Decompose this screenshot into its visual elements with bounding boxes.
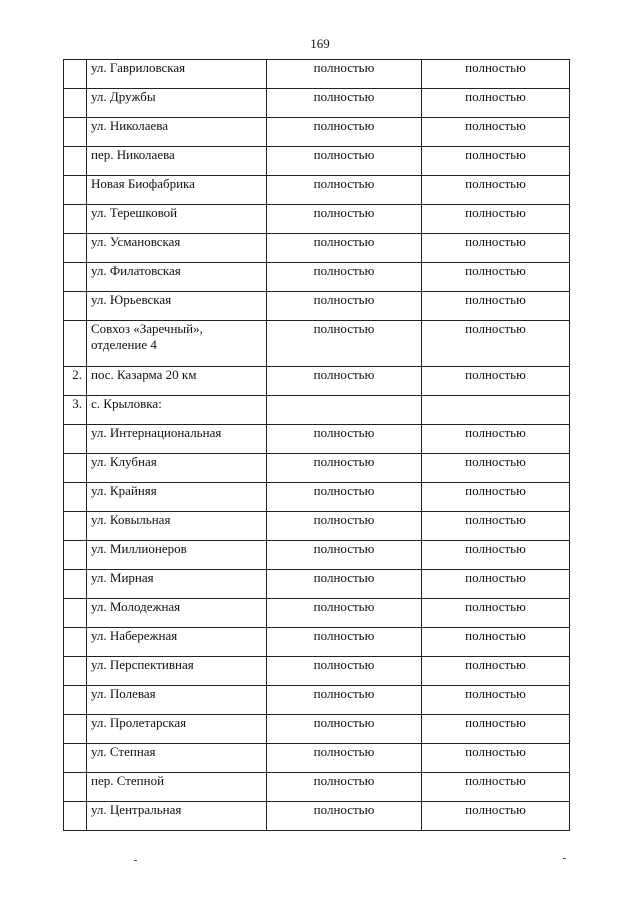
coverage-col2: полностью: [422, 147, 570, 176]
table-row: [64, 234, 570, 263]
row-number: [64, 321, 87, 367]
row-name: ул. Молодежная: [87, 599, 267, 628]
coverage-col1: полностью: [267, 599, 422, 628]
coverage-col1: полностью: [267, 147, 422, 176]
row-name: Новая Биофабрика: [87, 176, 267, 205]
coverage-col2: полностью: [422, 176, 570, 205]
row-number: [64, 744, 87, 773]
coverage-col2: полностью: [422, 234, 570, 263]
table-row: [64, 454, 570, 483]
row-number: [64, 773, 87, 802]
coverage-col1: полностью: [267, 512, 422, 541]
row-number: [64, 541, 87, 570]
row-number: [64, 802, 87, 831]
row-name: ул. Юрьевская: [87, 292, 267, 321]
coverage-col2: полностью: [422, 657, 570, 686]
coverage-col1: полностью: [267, 205, 422, 234]
row-number: [64, 234, 87, 263]
row-number: [64, 292, 87, 321]
coverage-col2: полностью: [422, 599, 570, 628]
row-name: ул. Степная: [87, 744, 267, 773]
coverage-col1: полностью: [267, 715, 422, 744]
coverage-col2: полностью: [422, 744, 570, 773]
coverage-col1: полностью: [267, 367, 422, 396]
row-name: ул. Интернациональная: [87, 425, 267, 454]
row-number: [64, 628, 87, 657]
coverage-col2: полностью: [422, 367, 570, 396]
coverage-col1: полностью: [267, 234, 422, 263]
row-number: [64, 263, 87, 292]
row-number: 2.: [64, 367, 87, 396]
table-row: [64, 599, 570, 628]
coverage-col1: полностью: [267, 292, 422, 321]
coverage-col1: полностью: [267, 657, 422, 686]
scan-speck: [563, 858, 566, 859]
coverage-col2: полностью: [422, 715, 570, 744]
coverage-col2: полностью: [422, 773, 570, 802]
table-row: [64, 657, 570, 686]
coverage-col1: полностью: [267, 802, 422, 831]
row-number: [64, 715, 87, 744]
coverage-col2: полностью: [422, 541, 570, 570]
table-row: [64, 292, 570, 321]
row-name: пос. Казарма 20 км: [87, 367, 267, 396]
coverage-col2: полностью: [422, 483, 570, 512]
coverage-col2: полностью: [422, 628, 570, 657]
table-row: [64, 541, 570, 570]
table-row: [64, 118, 570, 147]
row-name: ул. Крайняя: [87, 483, 267, 512]
coverage-col1: полностью: [267, 89, 422, 118]
table-row: [64, 147, 570, 176]
row-number: [64, 425, 87, 454]
table-row: [64, 744, 570, 773]
coverage-col2: полностью: [422, 454, 570, 483]
coverage-col2: полностью: [422, 60, 570, 89]
page-number: 169: [310, 36, 330, 51]
row-number: [64, 176, 87, 205]
row-number: 3.: [64, 396, 87, 425]
coverage-col2: полностью: [422, 321, 570, 367]
table-row: [64, 60, 570, 89]
row-number: [64, 657, 87, 686]
coverage-col2: полностью: [422, 686, 570, 715]
table-row: [64, 425, 570, 454]
table-row: [64, 483, 570, 512]
coverage-col2: полностью: [422, 512, 570, 541]
coverage-col1: [267, 396, 422, 425]
coverage-col1: полностью: [267, 60, 422, 89]
coverage-col1: полностью: [267, 773, 422, 802]
table-body: [64, 60, 570, 831]
coverage-col2: полностью: [422, 425, 570, 454]
row-number: [64, 483, 87, 512]
coverage-col1: полностью: [267, 118, 422, 147]
coverage-col2: полностью: [422, 570, 570, 599]
row-name: ул. Полевая: [87, 686, 267, 715]
row-number: [64, 454, 87, 483]
coverage-col1: полностью: [267, 483, 422, 512]
table-row: [64, 205, 570, 234]
coverage-col1: полностью: [267, 541, 422, 570]
coverage-col1: полностью: [267, 176, 422, 205]
table-row: [64, 715, 570, 744]
row-name: ул. Гавриловская: [87, 60, 267, 89]
table-row: [64, 628, 570, 657]
coverage-col2: полностью: [422, 292, 570, 321]
coverage-col1: полностью: [267, 744, 422, 773]
row-name: ул. Миллионеров: [87, 541, 267, 570]
table-row: [64, 773, 570, 802]
table-row: [64, 686, 570, 715]
row-number: [64, 147, 87, 176]
coverage-col1: полностью: [267, 454, 422, 483]
row-name: пер. Степной: [87, 773, 267, 802]
table-row: [64, 367, 570, 396]
row-name: ул. Пролетарская: [87, 715, 267, 744]
row-number: [64, 570, 87, 599]
settlements-table: [63, 59, 570, 831]
coverage-col2: полностью: [422, 802, 570, 831]
coverage-col2: полностью: [422, 89, 570, 118]
coverage-col1: полностью: [267, 686, 422, 715]
row-name: ул. Перспективная: [87, 657, 267, 686]
row-name: ул. Мирная: [87, 570, 267, 599]
table-row: [64, 802, 570, 831]
row-name: ул. Усмановская: [87, 234, 267, 263]
coverage-col1: полностью: [267, 263, 422, 292]
row-name: ул. Набережная: [87, 628, 267, 657]
row-number: [64, 89, 87, 118]
row-name: ул. Филатовская: [87, 263, 267, 292]
row-number: [64, 599, 87, 628]
coverage-col2: [422, 396, 570, 425]
row-name: ул. Николаева: [87, 118, 267, 147]
coverage-col1: полностью: [267, 628, 422, 657]
coverage-col1: полностью: [267, 570, 422, 599]
table-row: [64, 321, 570, 367]
scan-speck: [134, 860, 137, 861]
coverage-col2: полностью: [422, 263, 570, 292]
table-row: [64, 89, 570, 118]
coverage-col2: полностью: [422, 118, 570, 147]
coverage-col1: полностью: [267, 321, 422, 367]
row-name: пер. Николаева: [87, 147, 267, 176]
row-name: Совхоз «Заречный», отделение 4: [87, 321, 267, 367]
row-name: ул. Дружбы: [87, 89, 267, 118]
row-name: ул. Терешковой: [87, 205, 267, 234]
coverage-col1: полностью: [267, 425, 422, 454]
table-row: [64, 396, 570, 425]
row-name: с. Крыловка:: [87, 396, 267, 425]
row-name: ул. Ковыльная: [87, 512, 267, 541]
table-row: [64, 263, 570, 292]
row-number: [64, 205, 87, 234]
row-number: [64, 118, 87, 147]
table-row: [64, 176, 570, 205]
table-row: [64, 512, 570, 541]
coverage-col2: полностью: [422, 205, 570, 234]
row-number: [64, 686, 87, 715]
row-name: ул. Центральная: [87, 802, 267, 831]
row-number: [64, 512, 87, 541]
row-number: [64, 60, 87, 89]
row-name: ул. Клубная: [87, 454, 267, 483]
table-row: [64, 570, 570, 599]
